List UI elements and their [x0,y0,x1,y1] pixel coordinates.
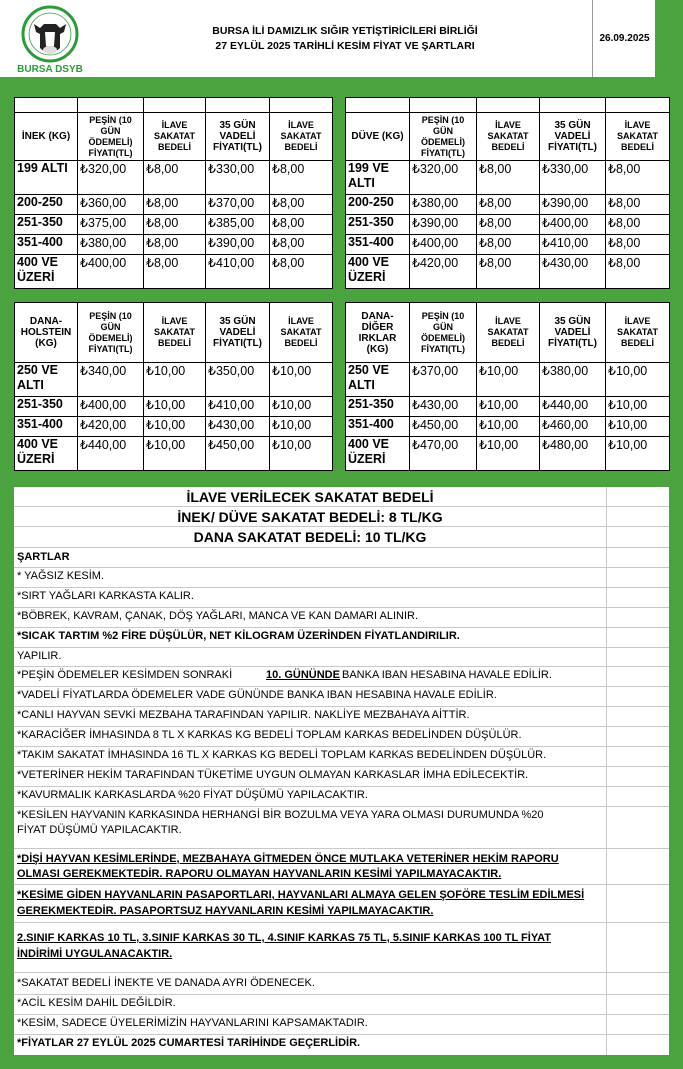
condition-text: 2.SINIF KARKAS 10 TL, 3.SINIF KARKAS 30 TL, 4.SINIF KARKAS 75 TL, 5.SINIF KARKAS 100 TL FİYAT [17,932,551,944]
weight-range-cell: 251-350 [15,215,78,235]
table-row [15,255,333,289]
price-cell: ₺420,00 [410,255,477,289]
condition-text: GEREKMEKTEDİR. PASAPORTSUZ HAYVANLARIN KESİMİ YAPILMAYACAKTIR. [17,905,434,917]
condition-line [14,587,669,608]
inek-header-vadeli: 35 GÜN VADELİ FİYATI(TL) [206,113,270,161]
condition-line [14,806,669,849]
condition-line [14,607,669,628]
price-cell: ₺8,00 [144,215,206,235]
logo-text: BURSA DSYB [17,64,83,74]
weight-range-cell: 400 VE ÜZERİ [15,255,78,289]
table-row [346,363,670,397]
weight-range-cell: 400 VE ÜZERİ [346,255,410,289]
price-cell: ₺10,00 [270,417,333,437]
price-cell: ₺10,00 [606,437,670,471]
price-cell: ₺360,00 [78,195,144,215]
condition-text: *KESİM, SADECE ÜYELERİMİZİN HAYVANLARINI KAPSAMAKTADIR. [17,1017,368,1029]
price-cell: ₺350,00 [206,363,270,397]
condition-line [14,627,669,648]
inek-header-ilave: İLAVE SAKATAT BEDELİ [144,113,206,161]
price-cell: ₺8,00 [144,235,206,255]
diger-header-ilave: İLAVE SAKATAT BEDELİ [477,303,540,363]
table-row [15,417,333,437]
table-row [346,195,670,215]
holstein-header-ilave2: İLAVE SAKATAT BEDELİ [270,303,333,363]
weight-range-cell: 351-400 [346,417,410,437]
price-cell: ₺450,00 [206,437,270,471]
price-cell: ₺390,00 [206,235,270,255]
weight-range-cell: 250 VE ALTI [346,363,410,397]
price-cell: ₺330,00 [540,161,606,195]
price-cell: ₺385,00 [206,215,270,235]
price-cell: ₺370,00 [410,363,477,397]
price-cell: ₺10,00 [270,437,333,471]
price-cell: ₺330,00 [206,161,270,195]
date-cell: 26.09.2025 [592,0,656,77]
price-cell: ₺8,00 [270,215,333,235]
holstein-price-table [14,302,333,471]
table-row [346,397,670,417]
table-row [15,437,333,471]
price-cell: ₺8,00 [477,255,540,289]
price-cell: ₺10,00 [144,437,206,471]
price-cell: ₺10,00 [606,417,670,437]
inek-header-pesin: PEŞİN (10 GÜN ÖDEMELİ) FİYATI(TL) [78,113,144,161]
price-cell: ₺410,00 [206,397,270,417]
price-cell: ₺420,00 [78,417,144,437]
table-row [15,215,333,235]
price-cell: ₺440,00 [540,397,606,417]
price-cell: ₺8,00 [270,255,333,289]
price-cell: ₺380,00 [540,363,606,397]
condition-line [14,1014,669,1035]
title-line-1: BURSA İLİ DAMIZLIK SIĞIR YETİŞTİRİCİLERİ BİRLİĞİ [212,25,478,37]
condition-text: *SIRT YAĞLARI KARKASTA KALIR. [17,590,194,602]
price-cell: ₺370,00 [206,195,270,215]
spacer-row-left [14,97,333,113]
weight-range-cell: 251-350 [346,397,410,417]
price-cell: ₺10,00 [477,397,540,417]
cow-logo-icon [4,2,96,74]
price-cell: ₺390,00 [540,195,606,215]
page-title [150,24,540,54]
condition-line [14,766,669,787]
condition-line [14,666,669,687]
price-cell: ₺8,00 [270,235,333,255]
condition-text: BANKA IBAN HESABINA HAVALE EDİLİR. [342,669,552,681]
price-cell: ₺470,00 [410,437,477,471]
condition-line [14,686,669,707]
condition-text: *FİYATLAR 27 EYLÜL 2025 CUMARTESİ TARİHİNDE GEÇERLİDİR. [17,1037,361,1049]
price-cell: ₺400,00 [410,235,477,255]
inek-header-label: İNEK (KG) [15,113,78,161]
condition-text: *KARACİĞER İMHASINDA 8 TL X KARKAS KG BEDELİ TOPLAM KARKAS BEDELİNDEN DÜŞÜLÜR. [17,729,522,741]
price-cell: ₺8,00 [477,215,540,235]
table-row [346,215,670,235]
duve-header-vadeli: 35 GÜN VADELİ FİYATI(TL) [540,113,606,161]
diger-price-table [345,302,670,471]
condition-text: *PEŞİN ÖDEMELER KESİMDEN SONRAKİ [17,669,233,681]
price-cell: ₺10,00 [144,417,206,437]
price-cell: ₺320,00 [410,161,477,195]
weight-range-cell: 351-400 [346,235,410,255]
condition-text: *SAKATAT BEDELİ İNEKTE VE DANADA AYRI ÖDENECEK. [17,977,315,989]
weight-range-cell: 351-400 [15,235,78,255]
logo [4,2,96,72]
condition-text: İNDİRİMİ UYGULANACAKTIR. [17,948,173,960]
duve-header-pesin: PEŞİN (10 GÜN ÖDEMELİ) FİYATI(TL) [410,113,477,161]
price-cell: ₺10,00 [477,417,540,437]
condition-text: *TAKIM SAKATAT İMHASINDA 16 TL X KARKAS KG BEDELİ TOPLAM KARKAS BEDELİNDEN DÜŞÜLÜR. [17,749,547,761]
price-cell: ₺8,00 [606,195,670,215]
condition-text: YAPILIR. [17,650,62,662]
condition-line [14,726,669,747]
condition-text: *ACİL KESİM DAHİL DEĞİLDİR. [17,997,176,1009]
price-cell: ₺8,00 [144,195,206,215]
diger-header-ilave2: İLAVE SAKATAT BEDELİ [606,303,670,363]
condition-text: *KESİME GİDEN HAYVANLARIN PASAPORTLARI, HAYVANLARI ALMAYA GELEN ŞOFÖRE TESLİM EDİLMESİ [17,889,585,901]
diger-header-pesin: PEŞİN (10 GÜN ÖDEMELİ) FİYATI(TL) [410,303,477,363]
weight-range-cell: 400 VE ÜZERİ [15,437,78,471]
price-cell: ₺460,00 [540,417,606,437]
conditions-heading: ŞARTLAR [17,551,70,563]
condition-text: *VETERİNER HEKİM TARAFINDAN TÜKETİME UYGUN OLMAYAN KARKASLAR İMHA EDİLECEKTİR. [17,769,529,781]
weight-range-cell: 199 VE ALTI [346,161,410,195]
price-cell: ₺8,00 [606,215,670,235]
inek-header-ilave2: İLAVE SAKATAT BEDELİ [270,113,333,161]
condition-text: *DİŞİ HAYVAN KESİMLERİNDE, MEZBAHAYA GİTMEDEN ÖNCE MUTLAKA VETERİNER HEKİM RAPORU [17,853,559,865]
price-cell: ₺10,00 [144,363,206,397]
condition-line [14,746,669,767]
condition-line [14,884,669,923]
condition-text: *VADELİ FİYATLARDA ÖDEMELER VADE GÜNÜNDE BANKA IBAN HESABINA HAVALE EDİLİR. [17,689,497,701]
sakatat-inek-duve: İNEK/ DÜVE SAKATAT BEDELİ: 8 TL/KG [177,509,443,525]
condition-text: *CANLI HAYVAN SEVKİ MEZBAHA TARAFINDAN YAPILIR. NAKLİYE MEZBAHAYA AİTTİR. [17,709,470,721]
title-line-2: 27 EYLÜL 2025 TARİHLİ KESİM FİYAT VE ŞARTLARI [215,40,475,52]
price-cell: ₺375,00 [78,215,144,235]
price-cell: ₺10,00 [606,363,670,397]
inek-price-table [14,112,333,289]
condition-line [14,972,669,995]
condition-line [14,647,669,667]
spacer-row-right [345,97,670,113]
weight-range-cell: 251-350 [15,397,78,417]
sakatat-title: İLAVE VERİLECEK SAKATAT BEDELİ [186,489,434,505]
condition-text: 10. GÜNÜNDE [266,669,340,681]
duve-header-ilave: İLAVE SAKATAT BEDELİ [477,113,540,161]
price-cell: ₺10,00 [477,363,540,397]
table-row [15,397,333,417]
holstein-header-pesin: PEŞİN (10 GÜN ÖDEMELİ) FİYATI(TL) [78,303,144,363]
table-row [15,363,333,397]
price-cell: ₺480,00 [540,437,606,471]
weight-range-cell: 199 ALTI [15,161,78,195]
price-cell: ₺400,00 [78,397,144,417]
weight-range-cell: 251-350 [346,215,410,235]
price-cell: ₺10,00 [144,397,206,417]
diger-header-label: DANA-DİĞER IRKLAR (KG) [346,303,410,363]
table-row [346,417,670,437]
price-cell: ₺8,00 [606,235,670,255]
price-cell: ₺380,00 [410,195,477,215]
condition-line [14,1034,669,1054]
table-row [346,255,670,289]
weight-range-cell: 200-250 [15,195,78,215]
price-cell: ₺400,00 [540,215,606,235]
table-row [15,235,333,255]
condition-text: FİYAT DÜŞÜMÜ YAPILACAKTIR. [17,824,182,836]
price-cell: ₺320,00 [78,161,144,195]
price-cell: ₺10,00 [270,397,333,417]
price-cell: ₺10,00 [270,363,333,397]
condition-line [14,567,669,588]
price-cell: ₺410,00 [540,235,606,255]
condition-text: *SICAK TARTIM %2 FİRE DÜŞÜLÜR, NET KİLOGRAM ÜZERİNDEN FİYATLANDIRILIR. [17,630,460,642]
price-cell: ₺430,00 [206,417,270,437]
holstein-header-ilave: İLAVE SAKATAT BEDELİ [144,303,206,363]
duve-header-label: DÜVE (KG) [346,113,410,161]
price-cell: ₺8,00 [144,255,206,289]
price-cell: ₺410,00 [206,255,270,289]
price-cell: ₺400,00 [78,255,144,289]
price-cell: ₺8,00 [477,235,540,255]
weight-range-cell: 400 VE ÜZERİ [346,437,410,471]
condition-line [14,994,669,1015]
condition-text: *BÖBREK, KAVRAM, ÇANAK, DÖŞ YAĞLARI, MANCA VE KAN DAMARI ALINIR. [17,610,418,622]
price-cell: ₺390,00 [410,215,477,235]
header-panel [0,0,655,77]
condition-text: *KAVURMALIK KARKASLARDA %20 FİYAT DÜŞÜMÜ YAPILACAKTIR. [17,789,368,801]
price-cell: ₺430,00 [410,397,477,417]
condition-text: *KESİLEN HAYVANIN KARKASINDA HERHANGİ BİR BOZULMA VEYA YARA OLMASI DURUMUNDA %20 [17,809,544,821]
condition-line [14,786,669,807]
price-cell: ₺8,00 [144,161,206,195]
price-cell: ₺8,00 [477,161,540,195]
sakatat-dana: DANA SAKATAT BEDELİ: 10 TL/KG [193,529,427,545]
weight-range-cell: 351-400 [15,417,78,437]
holstein-header-label: DANA-HOLSTEIN (KG) [15,303,78,363]
price-cell: ₺380,00 [78,235,144,255]
price-cell: ₺440,00 [78,437,144,471]
condition-line [14,706,669,727]
table-row [346,161,670,195]
price-cell: ₺450,00 [410,417,477,437]
weight-range-cell: 250 VE ALTI [15,363,78,397]
price-cell: ₺340,00 [78,363,144,397]
price-cell: ₺8,00 [606,255,670,289]
price-cell: ₺430,00 [540,255,606,289]
condition-text: * YAĞSIZ KESİM. [17,570,105,582]
price-cell: ₺8,00 [606,161,670,195]
duve-header-ilave2: İLAVE SAKATAT BEDELİ [606,113,670,161]
diger-header-vadeli: 35 GÜN VADELİ FİYATI(TL) [540,303,606,363]
price-cell: ₺8,00 [270,161,333,195]
condition-text: OLMASI GEREKMEKTEDİR. RAPORU OLMAYAN HAYVANLARIN KESİMİ YAPILMAYACAKTIR. [17,868,502,880]
price-cell: ₺10,00 [606,397,670,417]
table-row [346,437,670,471]
table-row [15,161,333,195]
holstein-header-vadeli: 35 GÜN VADELİ FİYATI(TL) [206,303,270,363]
price-cell: ₺8,00 [477,195,540,215]
table-row [15,195,333,215]
weight-range-cell: 200-250 [346,195,410,215]
condition-line [14,922,669,973]
conditions-panel [14,487,669,1055]
price-cell: ₺10,00 [477,437,540,471]
table-row [346,235,670,255]
price-cell: ₺8,00 [270,195,333,215]
condition-line [14,547,669,568]
duve-price-table [345,112,670,289]
condition-line [14,848,669,885]
